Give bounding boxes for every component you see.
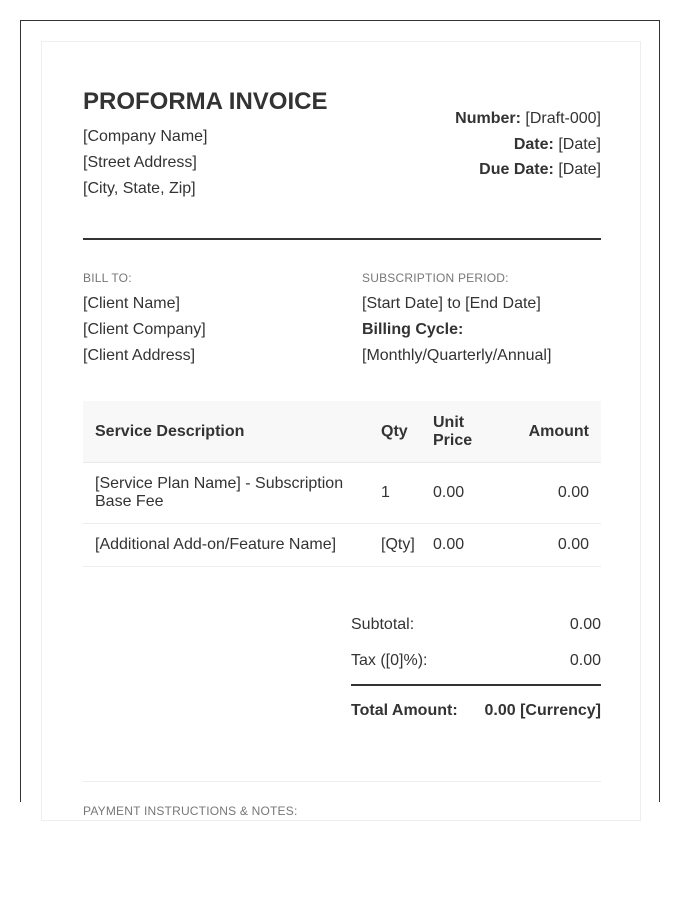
total-amount-value: 0.00 [Currency] bbox=[484, 702, 601, 719]
table-header-row bbox=[83, 401, 601, 463]
invoice-due-date-line bbox=[455, 157, 601, 183]
header-qty: Qty bbox=[369, 401, 423, 463]
invoice-page bbox=[41, 41, 641, 821]
tax-row bbox=[351, 648, 601, 684]
row-qty: [Qty] bbox=[369, 524, 423, 567]
subscription-period-label: SUBSCRIPTION PERIOD: bbox=[362, 271, 509, 285]
row-description: [Additional Add-on/Feature Name] bbox=[83, 524, 369, 567]
payment-notes-label: PAYMENT INSTRUCTIONS & NOTES: bbox=[83, 804, 298, 818]
row-description: [Service Plan Name] - Subscription Base Fee bbox=[83, 463, 369, 524]
bill-to-details bbox=[83, 291, 343, 369]
total-amount-row bbox=[351, 698, 601, 734]
bill-to-section bbox=[83, 271, 343, 369]
invoice-date-line bbox=[455, 132, 601, 158]
row-unit-price: 0.00 bbox=[423, 463, 497, 524]
company-info bbox=[83, 124, 208, 202]
header-amount: Amount bbox=[497, 401, 601, 463]
invoice-meta bbox=[455, 106, 601, 183]
header-divider bbox=[83, 238, 601, 240]
tax-value: 0.00 bbox=[569, 652, 601, 669]
company-city-state-zip: [City, State, Zip] bbox=[83, 180, 196, 197]
billing-cycle-value: [Monthly/Quarterly/Annual] bbox=[362, 347, 552, 364]
billing-cycle-label: Billing Cycle: bbox=[362, 321, 464, 338]
subscription-details bbox=[362, 291, 622, 369]
row-qty: 1 bbox=[369, 463, 423, 524]
invoice-number-line bbox=[455, 106, 601, 132]
table-row bbox=[83, 524, 601, 567]
invoice-date-label: Date: bbox=[513, 135, 554, 153]
subscription-section bbox=[362, 271, 622, 369]
total-amount-label: Total Amount: bbox=[351, 702, 458, 719]
company-name: [Company Name] bbox=[83, 128, 208, 145]
header-service-description: Service Description bbox=[83, 401, 369, 463]
row-unit-price: 0.00 bbox=[423, 524, 497, 567]
invoice-number-label: Number: bbox=[455, 110, 521, 127]
invoice-due-date-label: Due Date: bbox=[479, 161, 554, 178]
table-row bbox=[83, 463, 601, 524]
notes-divider bbox=[83, 781, 601, 782]
invoice-title: PROFORMA INVOICE bbox=[83, 88, 328, 115]
bill-to-label: BILL TO: bbox=[83, 271, 132, 285]
invoice-date-value: [Date] bbox=[558, 135, 601, 153]
line-items-table bbox=[83, 401, 601, 567]
company-street-address: [Street Address] bbox=[83, 154, 197, 171]
subtotal-value: 0.00 bbox=[569, 616, 601, 633]
tax-label: Tax ([0]%): bbox=[351, 652, 428, 669]
invoice-number-value: [Draft-000] bbox=[525, 110, 601, 127]
totals-section bbox=[351, 612, 601, 734]
subtotal-label: Subtotal: bbox=[351, 616, 415, 633]
subtotal-row bbox=[351, 612, 601, 648]
row-amount: 0.00 bbox=[497, 463, 601, 524]
client-company: [Client Company] bbox=[83, 321, 206, 338]
invoice-due-date-value: [Date] bbox=[558, 161, 601, 178]
subscription-period-value: [Start Date] to [End Date] bbox=[362, 295, 541, 312]
client-address: [Client Address] bbox=[83, 347, 196, 364]
document-frame bbox=[20, 20, 660, 818]
client-name: [Client Name] bbox=[83, 295, 180, 312]
header-unit-price: Unit Price bbox=[423, 401, 497, 463]
total-divider bbox=[351, 684, 601, 686]
row-amount: 0.00 bbox=[497, 524, 601, 567]
